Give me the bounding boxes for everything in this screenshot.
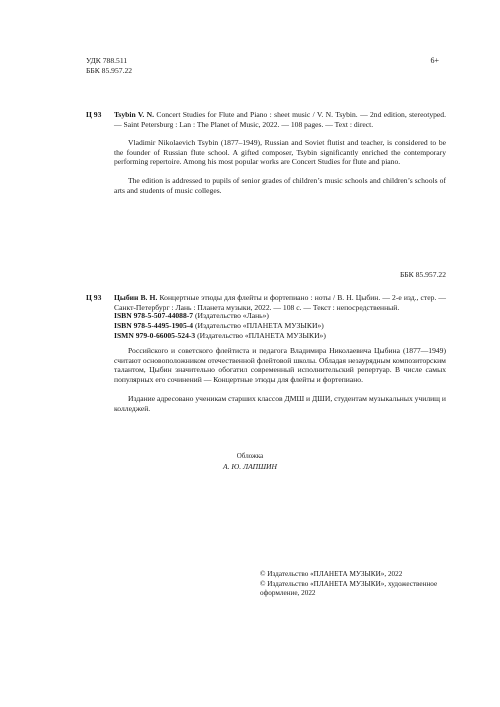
bbk-code-middle: ББК 85.957.22 (399, 270, 446, 279)
udk-code: УДК 788.511 (86, 56, 128, 65)
english-annotation: Vladimir Nikolaevich Tsybin (1877–1949), Russian and Soviet flutist and teacher, is considered to be the founder of Russian flute school. A gifted composer, Tsybin significantly enriched the contemporary performing repertoire. Among his most popular works are Concert Studies for flute and piano. (114, 138, 446, 167)
russian-bibliographic-entry (86, 293, 446, 312)
russian-annotation: Российского и советского флейтиста и педагога Владимира Николаевича Цыбина (1877—1949) считают основоположником отечественной флейтовой школы. Обладая незаурядным композиторским талантом, Цыбин значительно обогатил современный исполнительский репертуар. В числе самых популярных его сочинений — Концертные этюды для флейты и фортепиано. (114, 346, 446, 384)
isbn-lan (114, 311, 269, 321)
russian-author-code: Ц 93 (86, 293, 102, 302)
isbn-publisher: (Издательство «Лань») (193, 311, 269, 320)
ismn-planeta (114, 331, 326, 341)
russian-author: Цыбин В. Н. (114, 293, 158, 302)
bbk-code-top: ББК 85.957.22 (86, 66, 133, 75)
russian-citation: Концертные этюды для флейты и фортепиано : ноты / В. Н. Цыбин. — 2-е изд., стер. — Санкт-Петербург : Лань : Планета музыки, 2022. — 108 с. — Текст : непосредственный. (114, 293, 447, 312)
english-bibliographic-entry (86, 110, 446, 129)
ismn-publisher: (Издательство «ПЛАНЕТА МУЗЫКИ») (195, 331, 326, 340)
age-rating: 6+ (430, 56, 439, 65)
isbn-planeta (114, 321, 324, 331)
copyright-line-2: © Издательство «ПЛАНЕТА МУЗЫКИ», художественное оформление, 2022 (260, 580, 438, 598)
ismn-number: ISMN 979-0-66005-524-3 (114, 331, 196, 340)
english-citation: Concert Studies for Flute and Piano : sheet music / V. N. Tsybin. — 2nd edition, stereotyped. — Saint Petersburg : Lan : The Planet of Music, 2022. — 108 pages. — Text : direct. (114, 110, 446, 129)
cover-designer: А. Ю. ЛАПШИН (222, 462, 278, 471)
english-audience: The edition is addressed to pupils of senior grades of children’s music schools and children’s schools of arts and students of music colleges. (114, 176, 446, 195)
copyright-line-1: © Издательство «ПЛАНЕТА МУЗЫКИ», 2022 (260, 570, 403, 578)
isbn-publisher: (Издательство «ПЛАНЕТА МУЗЫКИ») (193, 321, 324, 330)
english-author: Tsybin V. N. (114, 110, 155, 119)
isbn-number: ISBN 978-5-4495-1905-4 (114, 321, 194, 330)
english-author-code: Ц 93 (86, 110, 102, 119)
cover-label: Обложка (236, 452, 264, 460)
isbn-number: ISBN 978-5-507-44088-7 (114, 311, 194, 320)
russian-audience: Издание адресовано ученикам старших классов ДМШ и ДШИ, студентам музыкальных училищ и колледжей. (114, 394, 446, 413)
